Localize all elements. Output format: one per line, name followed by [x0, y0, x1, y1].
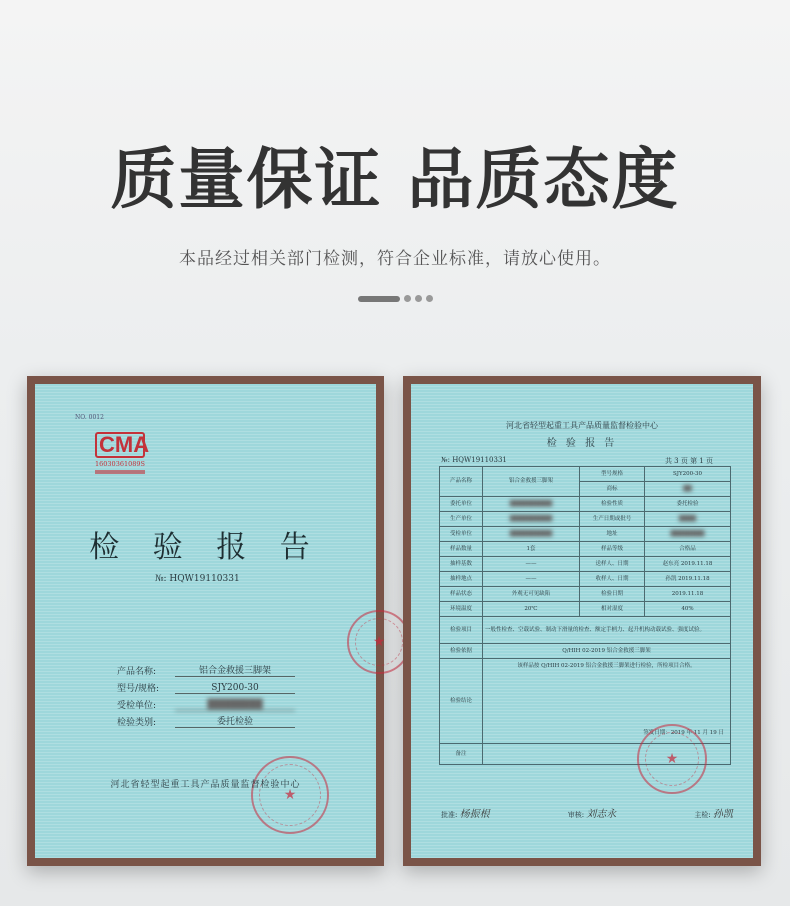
indicator-dot — [404, 295, 411, 302]
table-row — [440, 602, 731, 617]
cma-number: 16030361089S — [95, 460, 145, 468]
field-value: 委托检验 — [175, 714, 295, 728]
table-row — [440, 467, 731, 482]
cover-field-row — [117, 711, 295, 728]
table-row — [440, 587, 731, 602]
approve-signature: 杨振根 — [459, 809, 490, 820]
table-cell: 样品状态 — [440, 587, 483, 602]
field-label: 检验类别: — [117, 718, 157, 728]
table-cell: 赵东亮 2019.11.18 — [645, 557, 731, 572]
table-cell: 环境温度 — [440, 602, 483, 617]
sign-date: 签发日期：2019 年 11 月 19 日 — [643, 730, 724, 736]
table-row — [440, 497, 731, 512]
table-cell: 1套 — [483, 542, 580, 557]
table-cell: 铝合金救援三脚架 — [483, 467, 580, 497]
report-cover-frame — [27, 376, 384, 866]
table-cell: 备注 — [440, 744, 483, 765]
check-signature: 孙凯 — [713, 809, 733, 820]
cover-field-row — [117, 677, 295, 694]
seal-stamp: ★ — [251, 756, 329, 834]
report-detail — [411, 384, 753, 858]
review-signature: 刘志永 — [586, 809, 617, 820]
table-cell: 相对湿度 — [580, 602, 645, 617]
field-label: 型号/规格: — [117, 684, 160, 694]
table-cell: Q/HIH 02-2019 铝合金救援三脚架 — [483, 644, 731, 659]
cover-code: NO. 0012 — [75, 414, 104, 421]
report-detail-frame — [403, 376, 761, 866]
indicator-dot — [426, 295, 433, 302]
field-value: SJY200-30 — [175, 683, 295, 694]
table-cell: 地址 — [580, 527, 645, 542]
pagination-dots — [358, 295, 433, 302]
table-cell: 型号规格 — [580, 467, 645, 482]
table-cell: 检验项目 — [440, 617, 483, 644]
cover-field-row — [117, 660, 295, 677]
active-indicator — [358, 296, 400, 302]
approve-label: 批准: — [441, 811, 458, 819]
table-cell: 收样人、日期 — [580, 572, 645, 587]
cover-title: 检 验 报 告 — [89, 530, 322, 565]
page-subtitle: 本品经过相关部门检测，符合企业标准，请放心使用。 — [179, 249, 611, 269]
review-label: 审核: — [567, 811, 585, 819]
table-cell: 检验性质 — [580, 497, 645, 512]
table-cell: ████ — [645, 512, 731, 527]
report-table — [439, 466, 731, 765]
table-cell: 合格品 — [645, 542, 731, 557]
seal-stamp: ★ — [637, 724, 707, 794]
table-cell: ██████████ — [483, 512, 580, 527]
table-cell: 生产日期或批号 — [580, 512, 645, 527]
table-row — [440, 557, 731, 572]
table-cell: 样品等级 — [580, 542, 645, 557]
table-row — [440, 644, 731, 659]
report-cover — [35, 384, 386, 858]
cover-issuer: 河北省轻型起重工具产品质量监督检验中心 — [110, 780, 301, 790]
indicator-dot — [415, 295, 422, 302]
table-cell: SJY200-30 — [645, 467, 731, 482]
table-cell: 样品数量 — [440, 542, 483, 557]
table-cell: ████████ — [645, 527, 731, 542]
check-field — [694, 805, 733, 820]
table-cell: —— — [483, 572, 580, 587]
table-cell: 委托单位 — [440, 497, 483, 512]
table-row — [440, 617, 731, 644]
seal-stamp: ★ — [347, 610, 411, 674]
table-row — [440, 572, 731, 587]
field-label: 产品名称: — [117, 667, 157, 677]
table-row — [440, 512, 731, 527]
table-cell: ██████████ — [483, 497, 580, 512]
table-row — [440, 542, 731, 557]
field-value: ████████ — [175, 700, 295, 711]
table-cell: 孙凯 2019.11.18 — [645, 572, 731, 587]
table-cell: 40% — [645, 602, 731, 617]
field-label: 受检单位: — [117, 701, 157, 711]
table-cell: 检验依据 — [440, 644, 483, 659]
table-cell: 抽样基数 — [440, 557, 483, 572]
detail-pages: 共 3 页 第 1 页 — [664, 457, 713, 465]
table-cell: 产品名称 — [440, 467, 483, 497]
cma-logo — [95, 432, 150, 474]
cover-report-no: №: HQW19110331 — [155, 574, 240, 584]
table-cell: —— — [483, 557, 580, 572]
check-label: 主检: — [694, 811, 711, 819]
detail-report-no: №: HQW19110331 — [441, 456, 507, 464]
table-cell: ██████████ — [483, 527, 580, 542]
page-title: 质量保证 品质态度 — [110, 141, 680, 218]
signature-row — [441, 805, 733, 820]
cma-stamp-line — [95, 470, 145, 474]
conclusion-text: 该样品按 Q/HIH 02-2019 铝合金救援三脚架进行检验，所检项目合格。 — [517, 663, 696, 669]
cover-field-row — [117, 694, 295, 711]
approve-field — [441, 805, 490, 820]
table-cell: 委托检验 — [645, 497, 731, 512]
field-value: 铝合金救援三脚架 — [175, 663, 295, 677]
detail-org: 河北省轻型起重工具产品质量监督检验中心 — [506, 421, 658, 430]
table-cell: 送样人、日期 — [580, 557, 645, 572]
table-cell: ██ — [645, 482, 731, 497]
table-cell: 抽样地点 — [440, 572, 483, 587]
table-cell: 一般性检查、空载试验、制动下滑量的检查、额定手柄力、起升机构动载试验、强度试验。 — [483, 617, 731, 644]
table-row — [440, 527, 731, 542]
table-cell: 检验结论 — [440, 659, 483, 744]
cover-fields — [117, 660, 295, 728]
cma-mark: CMA — [95, 432, 145, 458]
table-cell: 生产单位 — [440, 512, 483, 527]
table-cell: 2019.11.18 — [645, 587, 731, 602]
table-cell: 20℃ — [483, 602, 580, 617]
table-cell: 外观无可见缺陷 — [483, 587, 580, 602]
detail-title: 检 验 报 告 — [546, 438, 618, 449]
table-cell: 受检单位 — [440, 527, 483, 542]
review-field — [568, 805, 617, 820]
table-cell: 检验日期 — [580, 587, 645, 602]
table-cell: 商标 — [580, 482, 645, 497]
